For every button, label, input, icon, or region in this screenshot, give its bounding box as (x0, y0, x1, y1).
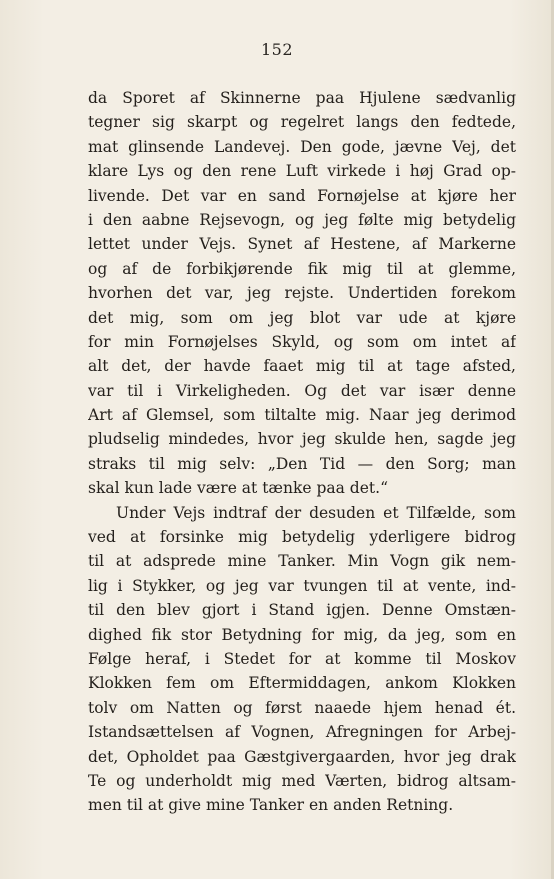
text-line: da Sporet af Skinnerne paa Hjulene sædvanlig (88, 89, 516, 107)
text-line: straks til mig selv: „Den Tid — den Sorg; man (88, 454, 516, 473)
text-line: det, Opholdet paa Gæstgivergaarden, hvor jeg drak (88, 747, 516, 766)
text-line: Klokken fem om Eftermiddagen, ankom Klokken (88, 674, 516, 693)
text-line: var til i Virkeligheden. Og det var især denne (88, 381, 516, 400)
text-line: Under Vejs indtraf der desuden et Tilfælde, som (116, 503, 516, 522)
text-line: til at adsprede mine Tanker. Min Vogn gik nem- (88, 552, 516, 571)
text-line: klare Lys og den rene Luft virkede i høj Grad op- (88, 162, 516, 181)
text-line: Følge heraf, i Stedet for at komme til Moskov (88, 649, 516, 668)
text-line: Art af Glemsel, som tiltalte mig. Naar jeg derimod (88, 406, 516, 425)
text-line: tolv om Natten og først naaede hjem henad ét. (88, 698, 516, 717)
body-text (88, 86, 516, 818)
text-line: dighed fik stor Betydning for mig, da jeg, som en (88, 625, 516, 644)
text-line: til den blev gjort i Stand igjen. Denne Omstæn- (88, 601, 516, 620)
text-line: pludselig mindedes, hvor jeg skulde hen, sagde jeg (88, 430, 516, 449)
page-number: 152 (260, 40, 294, 59)
text-line: lig i Stykker, og jeg var tvungen til at vente, ind- (88, 576, 516, 595)
text-line: livende. Det var en sand Fornøjelse at kjøre her (88, 186, 516, 205)
text-line: hvorhen det var, jeg rejste. Undertiden forekom (88, 284, 516, 303)
text-line: alt det, der havde faaet mig til at tage afsted, (88, 357, 516, 376)
text-line: det mig, som om jeg blot var ude at kjøre (88, 308, 516, 327)
text-line: mat glinsende Landevej. Den gode, jævne Vej, det (88, 137, 516, 156)
text-line: for min Fornøjelses Skyld, og som om intet af (88, 332, 516, 351)
text-line: men til at give mine Tanker en anden Retning. (88, 796, 454, 815)
text-line: ved at forsinke mig betydelig yderligere bidrog (88, 528, 516, 547)
text-line: Te og underholdt mig med Værten, bidrog altsam- (88, 771, 516, 790)
text-line: skal kun lade være at tænke paa det.“ (88, 479, 388, 498)
text-line: lettet under Vejs. Synet af Hestene, af Markerne (88, 235, 516, 254)
text-line: i den aabne Rejsevogn, og jeg følte mig betydelig (88, 210, 516, 229)
text-line: Istandsættelsen af Vognen, Afregningen for Arbej- (88, 723, 516, 742)
text-line: og af de forbikjørende fik mig til at glemme, (88, 259, 516, 278)
text-line: tegner sig skarpt og regelret langs den fedtede, (88, 113, 516, 132)
